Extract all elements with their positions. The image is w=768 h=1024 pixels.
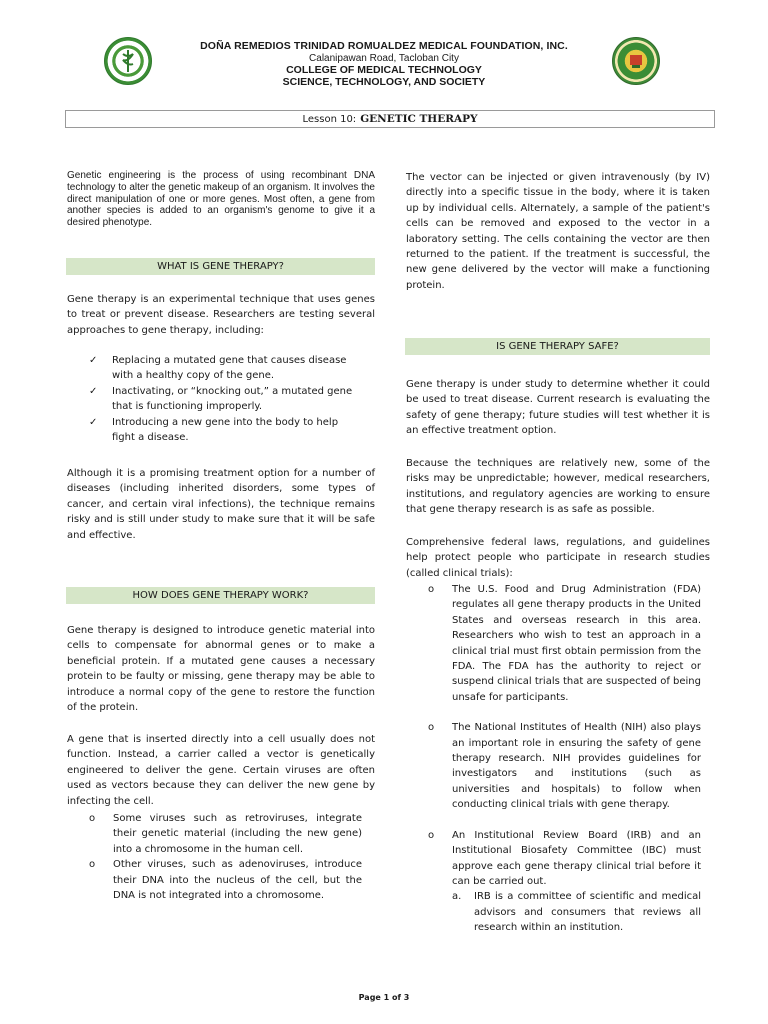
college-name: COLLEGE OF MEDICAL TECHNOLOGY [286,64,482,76]
irb-sublist [452,889,701,935]
paragraph: A gene that is inserted directly into a cell usually does not function. Instead, a carrier called a vector is genetically engineered to deliver the gene. Certain viruses are often used as vectors because they can deliver the new gene by infecting the cell. [67,734,375,807]
organization-name: DOÑA REMEDIOS TRINIDAD ROMUALDEZ MEDICAL FOUNDATION, INC. [200,40,568,52]
paragraph: Gene therapy is under study to determine whether it could be used to treat disease. Current research is evaluating the safety of gene therapy; future studies will test whether it is an effective treatment option. [406,379,710,437]
list-item: ✓ Introducing a new gene into the body to help fight a disease. [89,416,339,444]
checkmark-icon: ✓ [89,355,98,366]
list-item: o The U.S. Food and Drug Administration (FDA) regulates all gene therapy products in the United States and overseas research in this area. Researchers who wish to test an approach in a clinical trial must first obtain permission from the FDA. The FDA has the authority to reject or suspend clinical trials that are suspected of being unsafe for participants. [428,584,701,703]
lesson-number: Lesson 10: [302,114,357,125]
section-heading-is-safe: IS GENE THERAPY SAFE? [405,338,710,355]
organization-address: Calanipawan Road, Tacloban City [309,53,459,64]
alpha-marker: a. [452,891,462,903]
letterhead [0,40,768,88]
checkmark-icon: ✓ [89,385,98,397]
page-number: Page 1 of 3 [358,993,410,1002]
section-heading-how-works: HOW DOES GENE THERAPY WORK? [66,587,375,604]
list-item: o Other viruses, such as adenoviruses, introduce their DNA into the nucleus of the cell, but the DNA is not integrated into a chromosome. [89,859,362,902]
safety-bodies-list [428,582,701,936]
list-item: a. IRB is a committee of scientific and medical advisors and consumers that reviews all research within an institution. [452,891,701,934]
vector-types-list [89,811,362,903]
lesson-title-bar [65,110,715,128]
list-item: ✓ Inactivating, or “knocking out,” a mutated gene that is functioning improperly. [89,385,353,413]
circle-bullet-icon: o [428,829,435,841]
lesson-title: GENETIC THERAPY [360,113,478,125]
circle-bullet-icon: o [428,722,435,734]
intro-paragraph: Genetic engineering is the process of using recombinant DNA technology to alter the genetic makeup of an organism. It involves the direct manipulation of one or more genes. Most often, a gene from another species is added to an organism's genome to give it a desired phenotype. [67,170,375,229]
department-name: SCIENCE, TECHNOLOGY, AND SOCIETY [282,76,486,88]
section-heading-what-is: WHAT IS GENE THERAPY? [66,258,375,275]
paragraph: Comprehensive federal laws, regulations, and guidelines help protect people who participate in research studies (called clinical trials): [406,537,710,579]
approaches-list [89,353,359,445]
circle-bullet-icon: o [89,859,96,871]
list-item: o An Institutional Review Board (IRB) and an Institutional Biosafety Committee (IBC) must approve each gene therapy clinical trial before it can be carried out. a. IRB is a committee of scientific and medical advisors and consumers that reviews all research within an institution. [428,828,701,936]
list-item: o Some viruses such as retroviruses, integrate their genetic material (including the new gene) into a chromosome in the human cell. [89,813,362,855]
checkmark-icon: ✓ [89,416,98,428]
paragraph: Because the techniques are relatively new, some of the risks may be unpredictable; however, medical researchers, institutions, and regulatory agencies are working to ensure that gene therapy research is as safe as possible. [406,458,710,516]
list-item: ✓ Replacing a mutated gene that causes disease with a healthy copy of the gene. [89,355,347,382]
circle-bullet-icon: o [89,813,96,824]
paragraph: Gene therapy is designed to introduce genetic material into cells to compensate for abnormal genes or to make a beneficial protein. If a mutated gene causes a necessary protein to be faulty or missing, gene therapy may be able to introduce a normal copy of the gene to restore the function of the protein. [67,625,375,714]
paragraph: Gene therapy is an experimental technique that uses genes to treat or prevent disease. Researchers are testing several approaches to gene therapy, including: [67,294,375,336]
paragraph: Although it is a promising treatment option for a number of diseases (including inherited disorders, some types of cancer, and certain viral infections), the technique remains risky and is still under study to make sure that it will be safe and effective. [67,468,375,541]
circle-bullet-icon: o [428,584,435,595]
list-item: o The National Institutes of Health (NIH) also plays an important role in ensuring the safety of gene therapy research. NIH provides guidelines for investigators and institutions (such as universities and hospitals) to follow when conducting clinical trials with gene therapy. [428,722,701,811]
paragraph: The vector can be injected or given intravenously (by IV) directly into a specific tissue in the body, where it is taken up by individual cells. Alternately, a sample of the patient's cells can be removed and exposed to the vector in a laboratory setting. The cells containing the vector are then returned to the patient. If the treatment is successful, the new gene delivered by the vector will make a functioning protein. [406,172,710,291]
